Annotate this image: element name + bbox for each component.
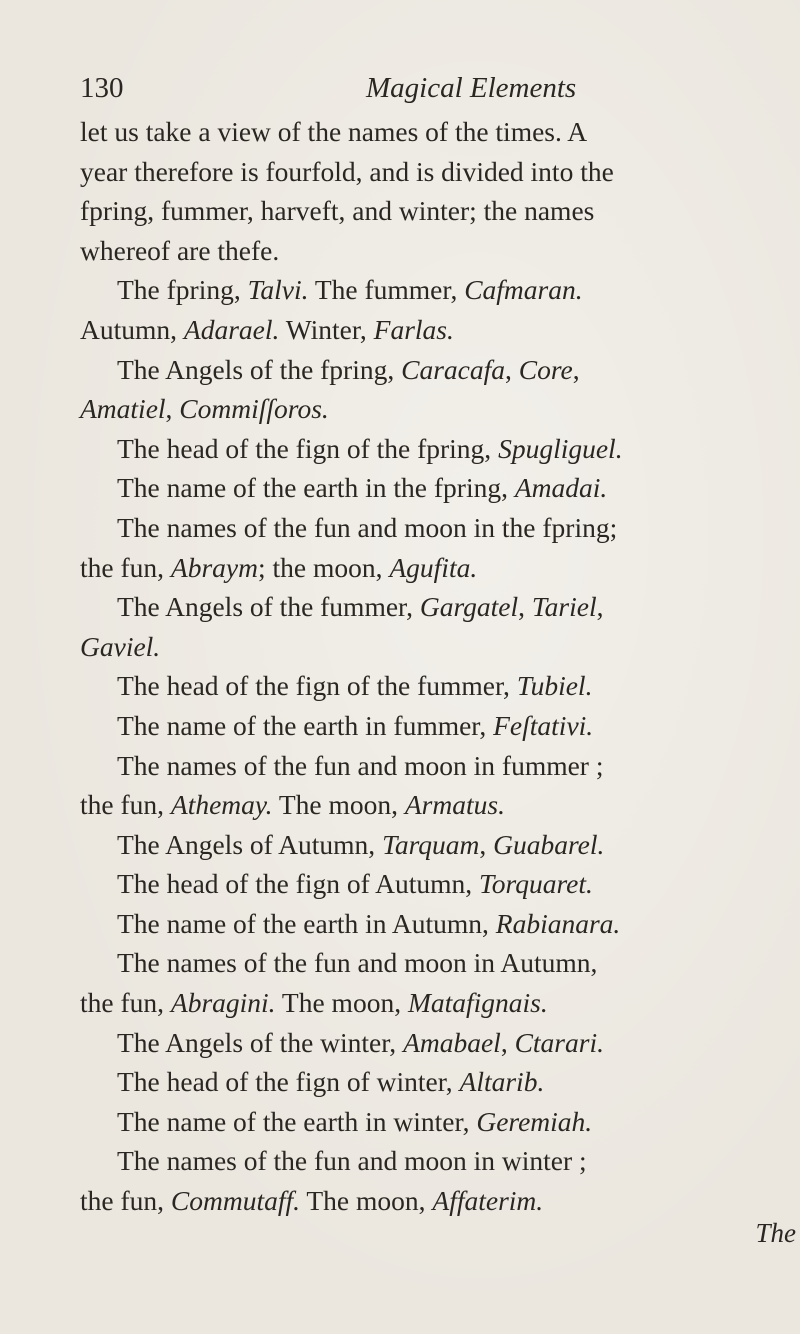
text-line: [80, 785, 800, 825]
italic-name: Altarib.: [459, 1066, 545, 1098]
italic-name: Commiſſoros.: [179, 393, 329, 425]
text-run: The names of the fun and moon in the fpring;: [117, 511, 618, 543]
text-run: Autumn,: [80, 313, 184, 345]
text-run: The Angels of Autumn,: [117, 828, 383, 860]
text-line: [80, 508, 800, 548]
text-run: the fun,: [80, 551, 171, 583]
text-run: ,: [505, 353, 519, 385]
text-run: ,: [500, 1026, 515, 1058]
text-run: The names of the fun and moon in winter ;: [117, 1145, 587, 1177]
italic-name: Amabael: [403, 1026, 501, 1058]
italic-name: Adarael.: [183, 313, 280, 345]
text-line: [80, 706, 800, 746]
italic-name: Feſtativi.: [493, 709, 594, 741]
running-title: Magical Elements: [366, 72, 577, 104]
text-line: [80, 587, 800, 627]
italic-name: Spugliguel.: [498, 432, 623, 464]
text-run: The Angels of the fummer,: [117, 591, 420, 623]
text-run: ,: [479, 828, 494, 860]
italic-name: Athemay.: [170, 789, 273, 821]
text-run: the fun,: [80, 1185, 171, 1217]
italic-name: Abraym: [170, 551, 258, 583]
italic-name: Matafignais.: [407, 987, 548, 1019]
text-run: the fun,: [80, 789, 171, 821]
text-line: [80, 152, 800, 192]
italic-name: Tubiel.: [516, 670, 593, 702]
catchword: The: [755, 1218, 796, 1248]
italic-name: Tariel: [531, 591, 597, 623]
text-line: [80, 1062, 800, 1102]
text-line: [80, 904, 800, 944]
italic-name: Gaviel.: [80, 630, 161, 662]
text-line: [80, 310, 800, 350]
text-line: [80, 864, 800, 904]
text-line: [80, 270, 800, 310]
text-run: The names of the fun and moon in Autumn,: [117, 947, 598, 979]
italic-name: Guabarel.: [493, 828, 605, 860]
italic-name: Core: [518, 353, 573, 385]
text-run: The head of the fign of Autumn,: [117, 868, 479, 900]
italic-name: Agufita.: [389, 551, 478, 583]
text-run: The head of the fign of the fpring,: [117, 432, 499, 464]
page-header: [80, 72, 800, 116]
text-run: ,: [596, 591, 604, 623]
italic-name: Gargatel: [419, 591, 519, 623]
text-line: [80, 1141, 800, 1181]
italic-name: Caracafa: [401, 353, 505, 385]
text-run: The head of the fign of winter,: [117, 1066, 460, 1098]
text-run: let us take a view of the names of the times. A: [80, 116, 588, 147]
text-run: ,: [165, 393, 180, 425]
italic-name: Ctarari.: [514, 1026, 604, 1058]
text-run: The head of the fign of the fummer,: [117, 670, 517, 702]
text-run: The name of the earth in Autumn,: [117, 907, 496, 939]
body-text: [80, 112, 800, 1221]
text-line: [80, 112, 800, 152]
text-line: [80, 627, 800, 667]
italic-name: Tarquam: [382, 828, 480, 860]
text-line: [80, 191, 800, 231]
italic-name: Geremiah.: [476, 1105, 593, 1137]
italic-name: Talvi.: [247, 274, 309, 306]
text-run: Winter,: [279, 313, 374, 345]
italic-name: Abragini.: [170, 987, 276, 1019]
text-line: [80, 389, 800, 429]
text-run: The Angels of the fpring,: [117, 353, 402, 385]
italic-name: Rabianara.: [495, 907, 621, 939]
text-line: [80, 1102, 800, 1142]
text-run: fpring, fummer, harveft, and winter; the names: [80, 195, 595, 227]
italic-name: Torquaret.: [479, 868, 593, 900]
text-run: The name of the earth in the fpring,: [117, 472, 515, 504]
text-run: ,: [518, 591, 532, 623]
page-number: 130: [80, 72, 124, 104]
text-run: The Angels of the winter,: [117, 1026, 404, 1058]
text-line: [80, 350, 800, 390]
text-run: The moon,: [275, 987, 408, 1019]
text-line: [80, 1181, 800, 1221]
text-run: ,: [572, 353, 580, 385]
text-run: The moon,: [300, 1185, 433, 1217]
text-line: [80, 429, 800, 469]
text-run: year therefore is fourfold, and is divided into the: [80, 155, 614, 187]
text-run: The names of the fun and moon in fummer ;: [117, 749, 604, 781]
text-run: ; the moon,: [257, 551, 390, 583]
text-line: [80, 983, 800, 1023]
text-line: [80, 825, 800, 865]
italic-name: Affaterim.: [432, 1185, 544, 1217]
text-line: [80, 468, 800, 508]
text-line: [80, 943, 800, 983]
italic-name: Commutaff.: [170, 1185, 300, 1217]
text-line: [80, 1023, 800, 1063]
text-run: The name of the earth in fummer,: [117, 709, 494, 741]
text-line: [80, 548, 800, 588]
text-run: The name of the earth in winter,: [117, 1105, 477, 1137]
italic-name: Armatus.: [404, 789, 505, 821]
text-line: [80, 231, 800, 271]
italic-name: Amadai.: [514, 472, 608, 504]
text-run: The moon,: [272, 789, 405, 821]
text-run: whereof are thefe.: [80, 234, 280, 266]
italic-name: Cafmaran.: [464, 274, 583, 306]
text-run: The fpring,: [117, 274, 248, 306]
text-run: the fun,: [80, 987, 171, 1019]
text-line: [80, 746, 800, 786]
text-run: The fummer,: [308, 274, 465, 306]
text-line: [80, 666, 800, 706]
italic-name: Farlas.: [373, 313, 454, 345]
italic-name: Amatiel: [80, 393, 166, 425]
